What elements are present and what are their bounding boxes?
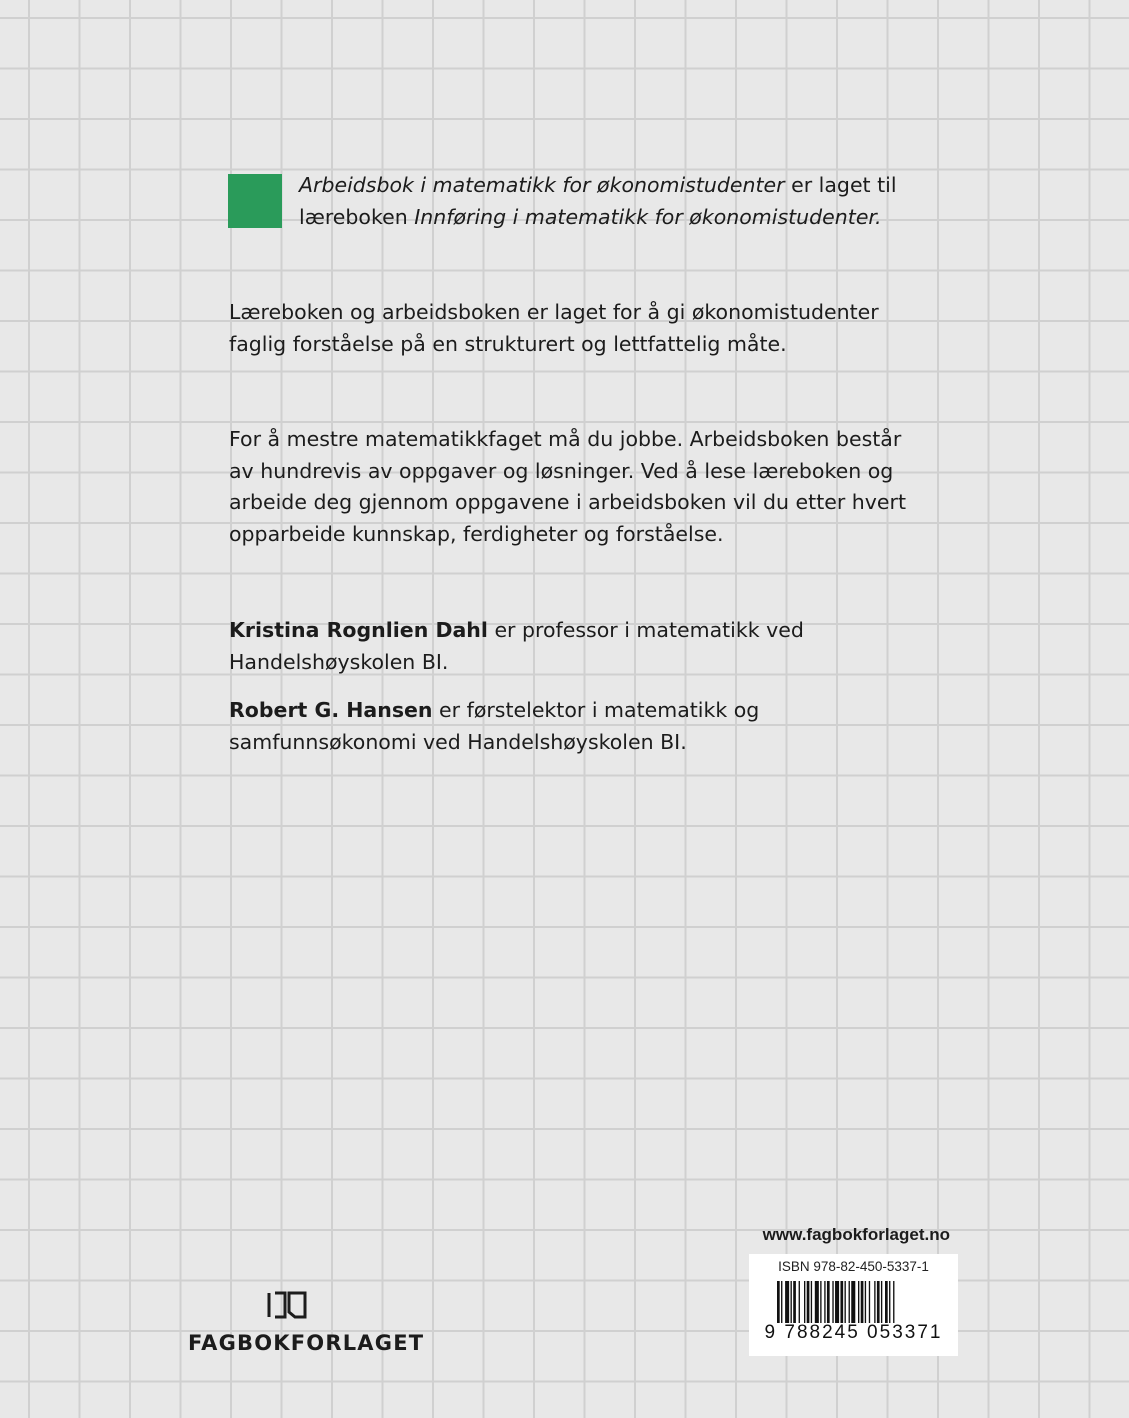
intro-text: er laget til læreboken <box>299 173 897 229</box>
barcode-bar <box>820 1281 821 1323</box>
workbook-title: Arbeidsbok i matematikk for økonomistudenter <box>299 173 785 197</box>
barcode-bar <box>885 1281 888 1323</box>
description-text: Læreboken og arbeidsboken er laget for å gi økonomistudenter faglig forståelse på en strukturert og lettfattelig måte. <box>229 300 879 356</box>
barcode-bar <box>804 1281 805 1323</box>
barcode-bar <box>845 1281 846 1323</box>
barcode-bar <box>893 1281 894 1323</box>
barcode-bar <box>807 1281 810 1323</box>
barcode-bar <box>799 1281 800 1323</box>
author-2-name: Robert G. Hansen <box>229 698 433 722</box>
barcode-bar <box>793 1281 796 1323</box>
author-bio-1 <box>229 615 829 678</box>
barcode-bar <box>815 1281 819 1323</box>
barcode-bar <box>835 1281 839 1323</box>
publisher-name: FAGBOKFORLAGET <box>188 1331 425 1355</box>
intro-paragraph <box>299 170 939 233</box>
barcode-bar <box>840 1281 843 1323</box>
publisher-logo-icon <box>265 1290 309 1320</box>
author-1-bio: er professor i matematikk ved Handelshøyskolen BI. <box>229 618 804 674</box>
barcode-number: 9 788245 053371 <box>764 1322 943 1343</box>
barcode-bar <box>877 1281 880 1323</box>
barcode-bar <box>827 1281 830 1323</box>
workload-text: For å mestre matematikkfaget må du jobbe. Arbeidsboken består av hundrevis av oppgaver og løsninger. Ved å lese læreboken og arbeide deg gjennom oppgavene i arbeidsboken vil du etter hvert opparbeide kunnskap, ferdigheter og forståelse. <box>229 427 906 546</box>
barcode-bar <box>851 1281 855 1323</box>
barcode-bar <box>858 1281 859 1323</box>
barcode-panel <box>749 1254 958 1356</box>
barcode-bar <box>781 1281 782 1323</box>
barcode-bar <box>791 1281 792 1323</box>
barcode-bar <box>874 1281 875 1323</box>
barcode-bar <box>865 1281 866 1323</box>
author-2-bio: er førstelektor i matematikk og samfunnsøkonomi ved Handelshøyskolen BI. <box>229 698 760 754</box>
author-bio-2 <box>229 695 789 758</box>
description-paragraph <box>229 297 909 360</box>
green-accent-square <box>228 174 282 228</box>
barcode-bar <box>889 1281 890 1323</box>
barcode-bar <box>881 1281 882 1323</box>
barcode-bar <box>861 1281 864 1323</box>
barcode-bar <box>785 1281 789 1323</box>
barcode-bar <box>869 1281 870 1323</box>
textbook-title: Innføring i matematikk for økonomistudenter. <box>414 204 882 229</box>
publisher-website: www.fagbokforlaget.no <box>762 1225 950 1244</box>
barcode-icon <box>777 1281 937 1323</box>
author-1-name: Kristina Rognlien Dahl <box>229 618 488 642</box>
barcode-bar <box>849 1281 850 1323</box>
barcode-bar <box>811 1281 812 1323</box>
barcode-bar <box>824 1281 825 1323</box>
isbn-label: ISBN 978-82-450-5337-1 <box>778 1259 929 1274</box>
barcode-bar <box>777 1281 780 1323</box>
workload-paragraph <box>229 424 909 550</box>
barcode-bar <box>832 1281 833 1323</box>
